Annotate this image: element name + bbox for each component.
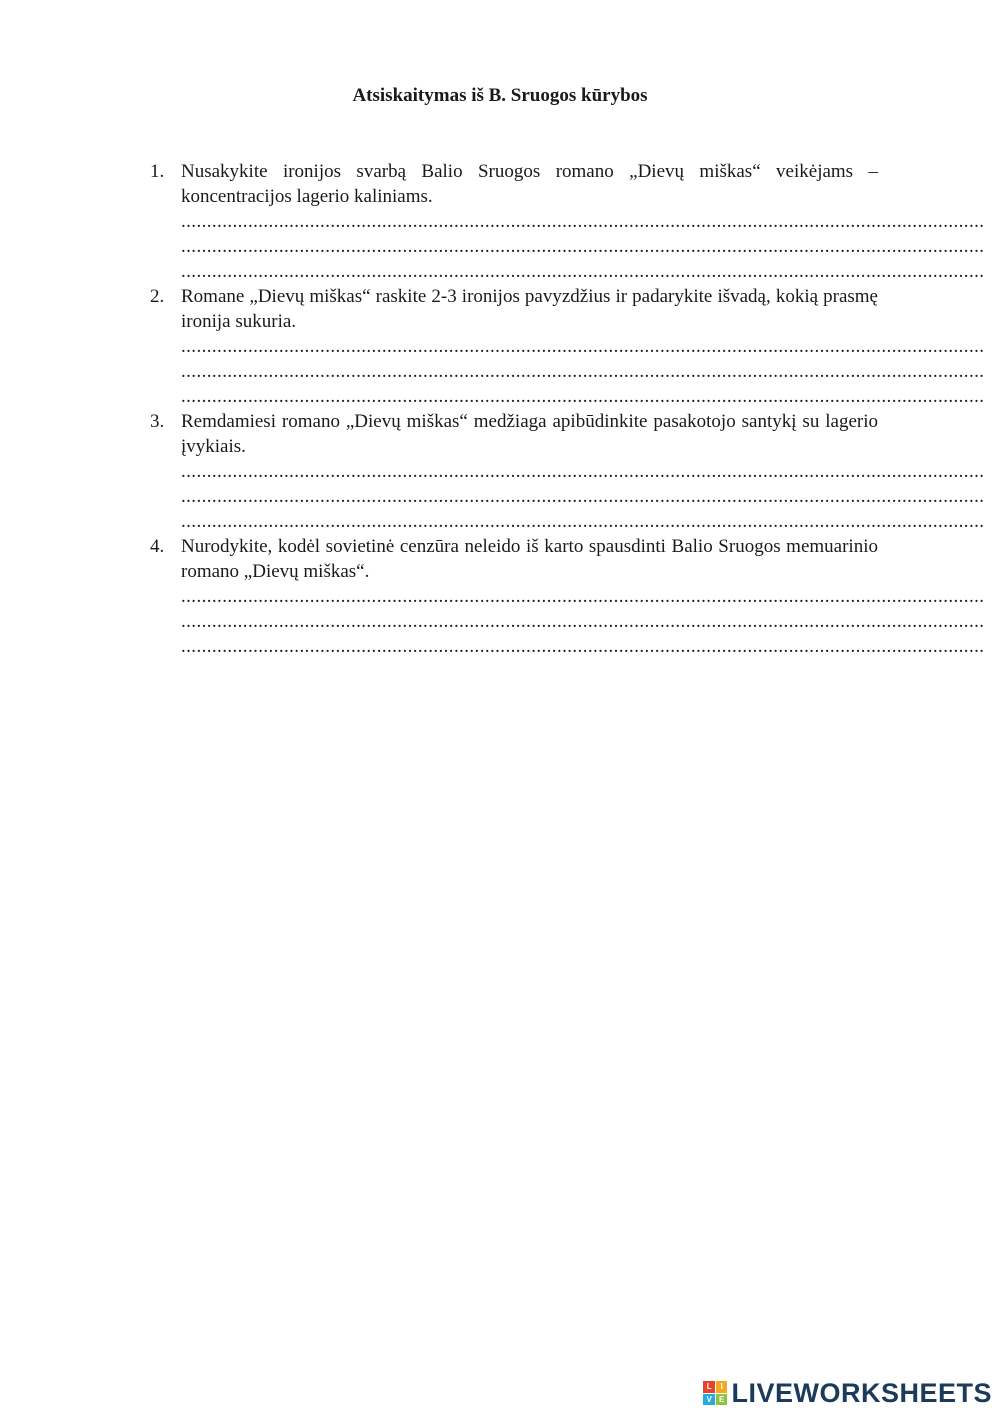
answer-line[interactable]: ............................................................................................................................................................ bbox=[181, 336, 985, 357]
answer-line[interactable]: ............................................................................................................................................................ bbox=[181, 611, 985, 632]
question-text: Romane „Dievų miškas“ raskite 2-3 ironijos pavyzdžius ir padarykite išvadą, kokią prasmę ironija sukuria. bbox=[181, 286, 878, 332]
question-text: Nurodykite, kodėl sovietinė cenzūra neleido iš karto spausdinti Balio Sruogos memuarinio romano „Dievų miškas“. bbox=[181, 536, 878, 582]
logo-mark-letter: V bbox=[703, 1394, 715, 1406]
answer-line[interactable]: ............................................................................................................................................................ bbox=[181, 486, 985, 507]
question-number: 2. bbox=[150, 286, 165, 307]
question-4 bbox=[148, 534, 985, 659]
answer-line[interactable]: ............................................................................................................................................................ bbox=[181, 461, 985, 482]
answer-line[interactable]: ............................................................................................................................................................ bbox=[181, 361, 985, 382]
answer-line[interactable]: ............................................................................................................................................................ bbox=[181, 386, 985, 407]
question-number: 4. bbox=[150, 536, 165, 557]
logo-mark-icon bbox=[703, 1381, 727, 1405]
logo-mark-letter: L bbox=[703, 1381, 715, 1393]
question-3 bbox=[148, 409, 985, 534]
question-list bbox=[148, 159, 985, 659]
answer-line[interactable]: ............................................................................................................................................................ bbox=[181, 211, 985, 232]
answer-line[interactable]: ............................................................................................................................................................ bbox=[181, 511, 985, 532]
liveworksheets-logo bbox=[703, 1377, 992, 1409]
question-text: Nusakykite ironijos svarbą Balio Sruogos romano „Dievų miškas“ veikėjams – koncentracijos lagerio kaliniams. bbox=[181, 161, 878, 207]
answer-line[interactable]: ............................................................................................................................................................ bbox=[181, 236, 985, 257]
page-title: Atsiskaitymas iš B. Sruogos kūrybos bbox=[352, 85, 648, 106]
question-2 bbox=[148, 284, 985, 409]
logo-mark-letter: E bbox=[716, 1394, 728, 1406]
answer-line[interactable]: ............................................................................................................................................................ bbox=[181, 636, 985, 657]
logo-mark-letter: I bbox=[716, 1381, 728, 1393]
question-1 bbox=[148, 159, 985, 284]
answer-line[interactable]: ............................................................................................................................................................ bbox=[181, 586, 985, 607]
question-number: 1. bbox=[150, 161, 165, 182]
logo-text: LIVEWORKSHEETS bbox=[731, 1377, 992, 1408]
answer-line[interactable]: ............................................................................................................................................................ bbox=[181, 261, 985, 282]
question-number: 3. bbox=[150, 411, 165, 432]
question-text: Remdamiesi romano „Dievų miškas“ medžiaga apibūdinkite pasakotojo santykį su lagerio įvykiais. bbox=[181, 411, 878, 457]
